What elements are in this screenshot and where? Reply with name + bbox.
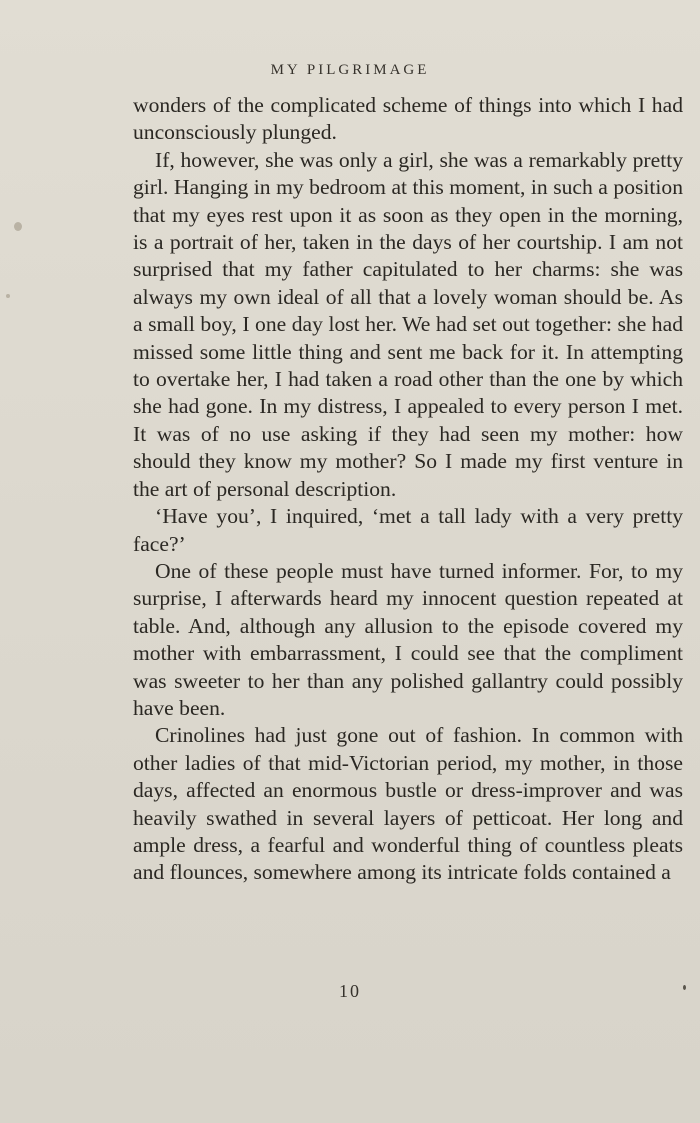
paragraph: If, however, she was only a girl, she was a remarkably pretty girl. Hanging in my bedroom at this moment, in such a position that my eyes rest upon it as soon as they open in the morning, is a portrait of her, taken in the days of her courtship. I am not surprised that my father capitulated to her charms: she was always my own ideal of all that a lovely woman should be. As a small boy, I one day lost her. We had set out together: she had missed some little thing and sent me back for it. In attempting to overtake her, I had taken a road other than the one by which she had gone. In my distress, I appealed to every person I met. It was of no use asking if they had seen my mother: how should they know my mother? So I made my first venture in the art of personal description. (133, 147, 683, 501)
paper-speck (14, 222, 22, 231)
paragraph: One of these people must have turned informer. For, to my surprise, I afterwards heard my innocent question repeated at table. And, although any allusion to the episode covered my mother with embarrassment, I could see that the compliment was sweeter to her than any polished gallantry could possibly have been. (133, 558, 683, 720)
paragraph: Crinolines had just gone out of fashion. In common with other ladies of that mid-Victorian period, my mother, in those days, affected an enormous bustle or dress-improver and was heavily swathed in several layers of petticoat. Her long and ample dress, a fearful and wonderful thing of countless pleats and flounces, somewhere among its intricate folds contained a (133, 723, 683, 885)
page-number: 10 (339, 981, 361, 1001)
paragraph: ‘Have you’, I inquired, ‘met a tall lady with a very pretty face?’ (133, 504, 683, 556)
running-head: MY PILGRIMAGE (270, 62, 430, 78)
paper-speck (6, 294, 10, 298)
paragraph: wonders of the complicated scheme of things into which I had unconsciously plunged. (133, 93, 683, 145)
body-text (133, 92, 683, 887)
